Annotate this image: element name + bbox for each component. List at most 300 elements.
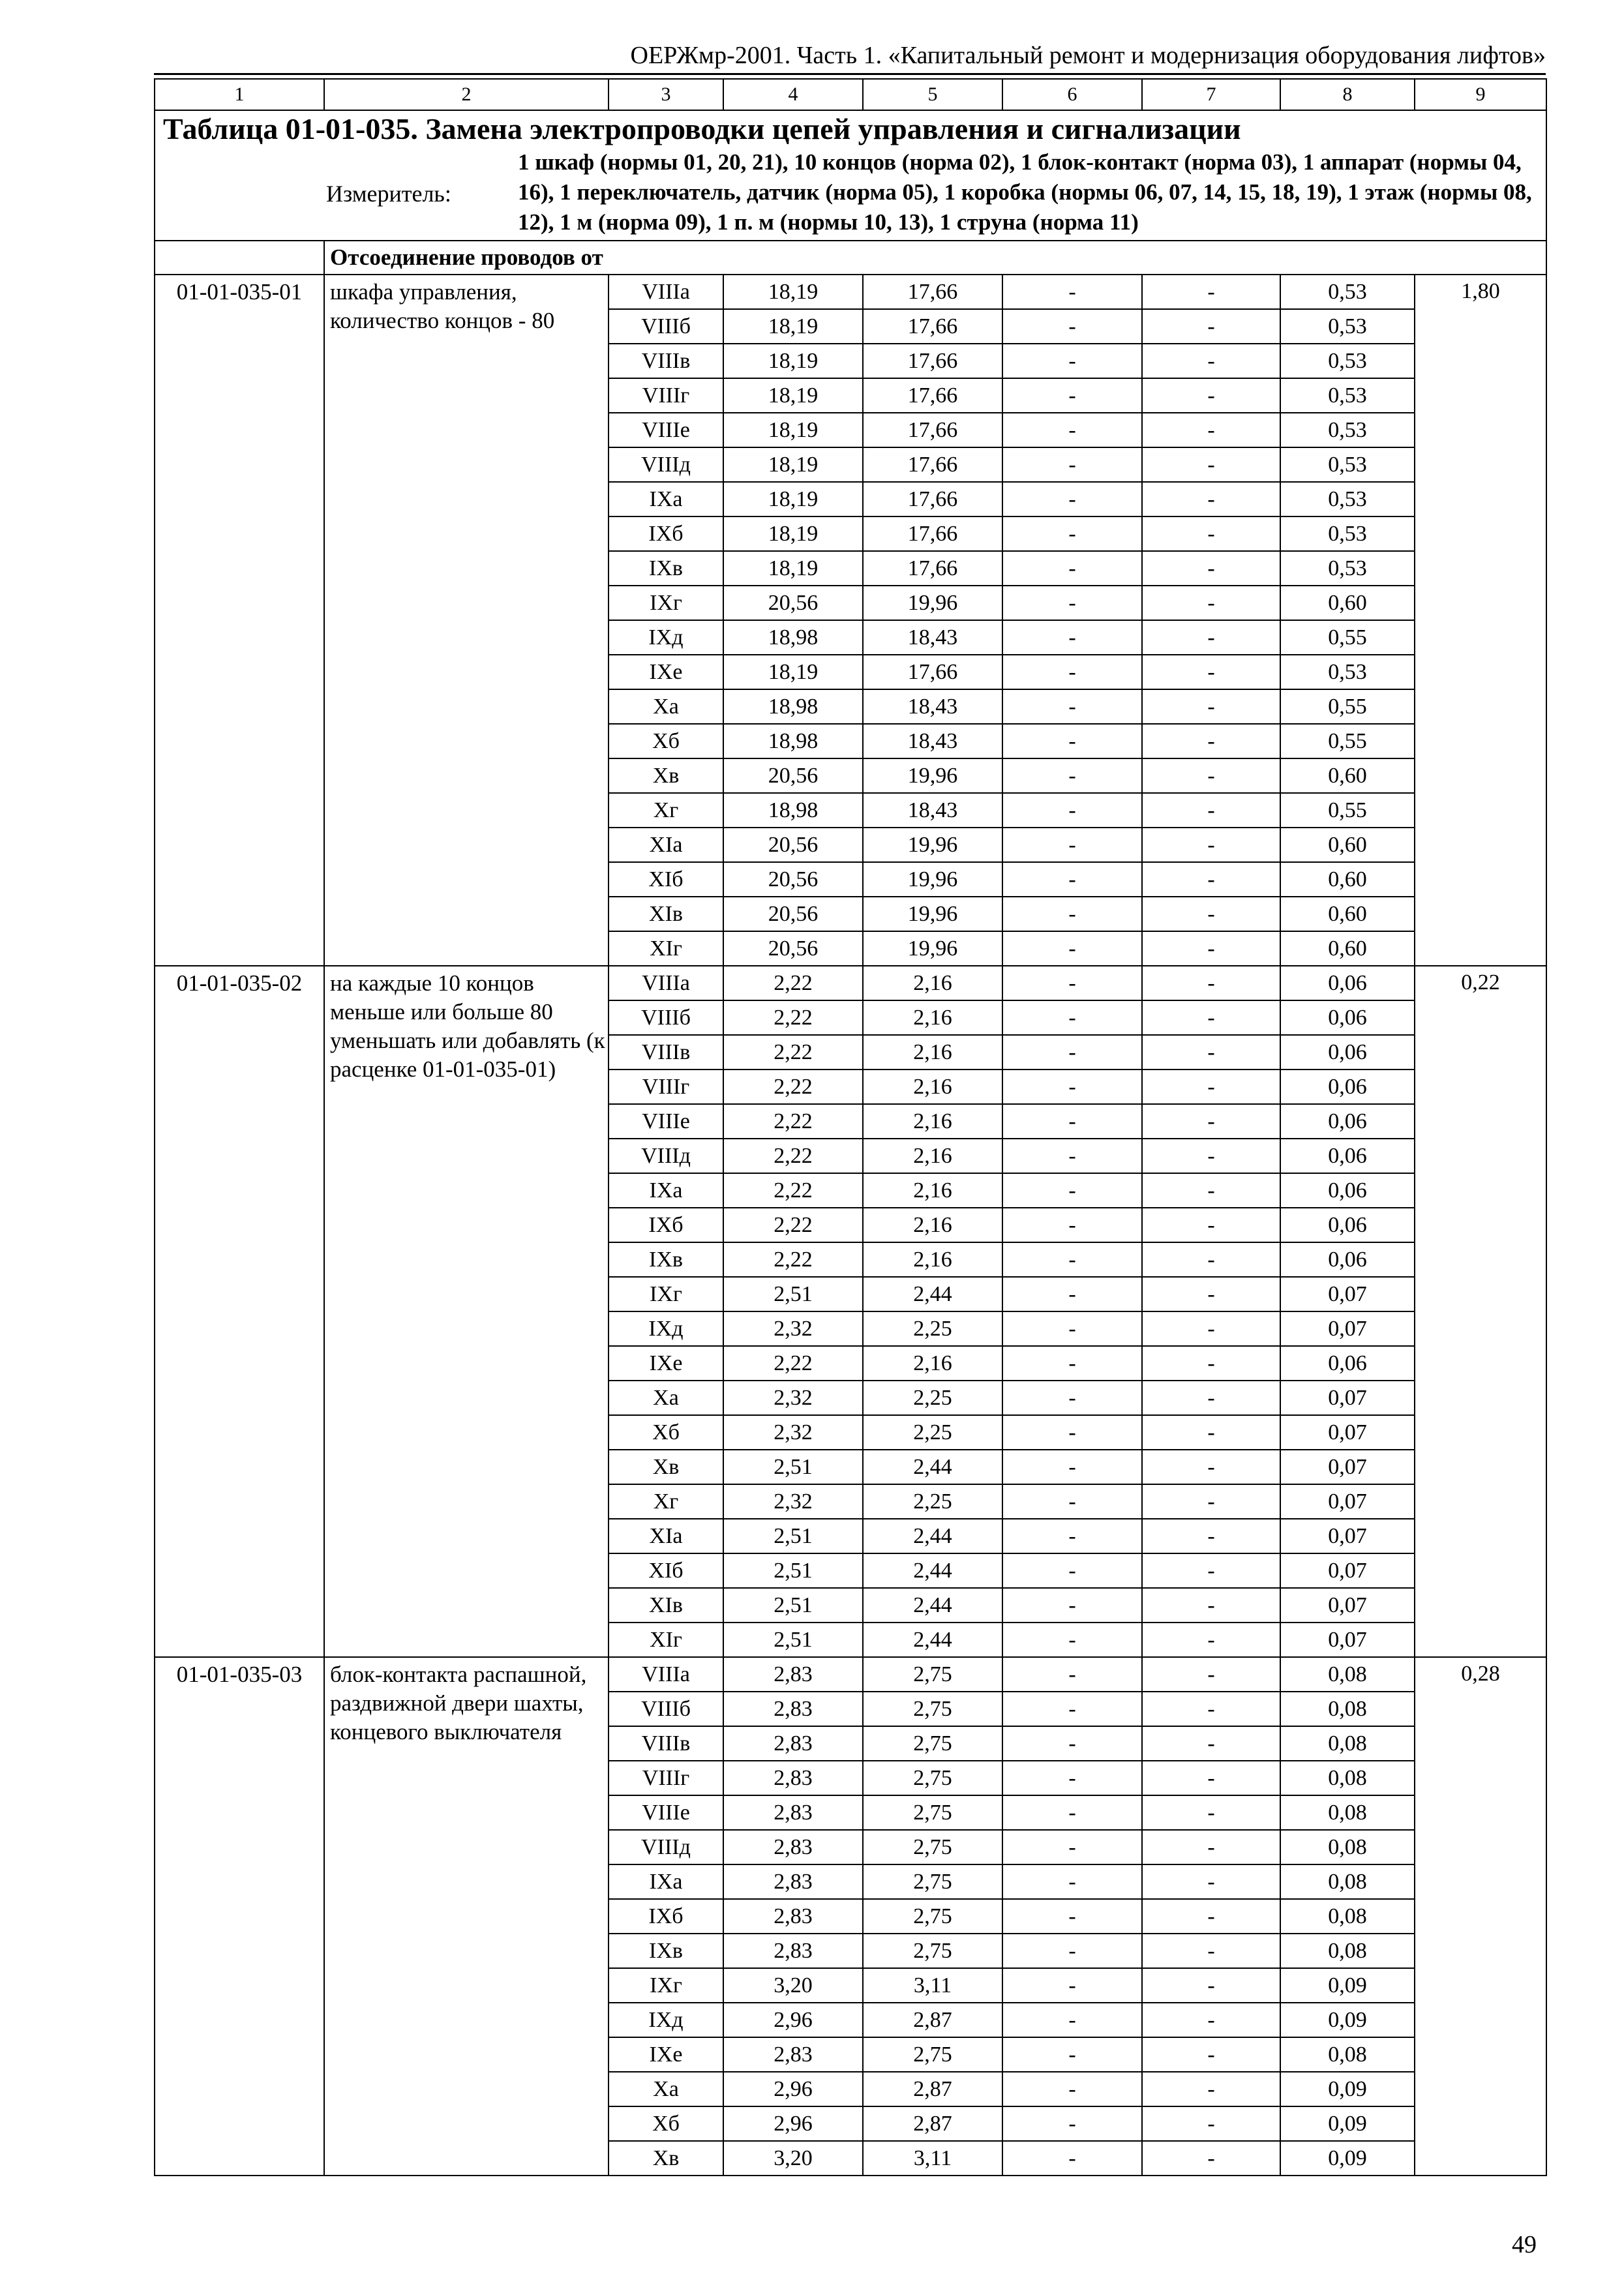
table-cell: 0,08	[1280, 1934, 1415, 1968]
table-cell: 0,60	[1280, 828, 1415, 862]
table-cell: IXб	[609, 1899, 723, 1934]
table-cell: -	[1002, 1692, 1142, 1726]
table-cell: -	[1002, 828, 1142, 862]
table-cell: 2,83	[723, 1864, 863, 1899]
table-cell: -	[1002, 1899, 1142, 1934]
table-cell: -	[1142, 1000, 1280, 1035]
rate-extra-value: 1,80	[1415, 275, 1546, 966]
table-cell: IXд	[609, 1311, 723, 1346]
table-cell: XIб	[609, 1553, 723, 1588]
table-cell: VIIIв	[609, 1035, 723, 1070]
table-cell: 2,22	[723, 1173, 863, 1208]
table-cell: -	[1142, 1415, 1280, 1450]
table-cell: 17,66	[863, 344, 1002, 378]
table-cell: 2,75	[863, 1830, 1002, 1864]
table-cell: -	[1142, 1934, 1280, 1968]
table-cell: XIг	[609, 1623, 723, 1657]
table-cell: -	[1002, 344, 1142, 378]
table-cell: -	[1002, 2141, 1142, 2176]
table-cell: Xб	[609, 2106, 723, 2141]
table-cell: 0,06	[1280, 1070, 1415, 1104]
measure-row	[155, 147, 1546, 241]
table-cell: 2,44	[863, 1450, 1002, 1484]
table-cell: 20,56	[723, 897, 863, 931]
table-cell: 0,08	[1280, 1657, 1415, 1692]
table-cell: -	[1002, 1519, 1142, 1553]
table-cell: 3,20	[723, 1968, 863, 2003]
table-cell: 20,56	[723, 862, 863, 897]
table-cell: 0,07	[1280, 1450, 1415, 1484]
table-cell: -	[1002, 1242, 1142, 1277]
table-cell: 2,83	[723, 1934, 863, 1968]
table-cell: XIв	[609, 1588, 723, 1623]
rate-code: 01-01-035-03	[155, 1657, 324, 2176]
table-cell: -	[1002, 1139, 1142, 1173]
table-cell: 0,06	[1280, 1035, 1415, 1070]
table-cell: 18,43	[863, 620, 1002, 655]
table-cell: -	[1142, 1761, 1280, 1795]
table-cell: 20,56	[723, 586, 863, 620]
section-row	[155, 241, 1546, 275]
table-cell: 2,32	[723, 1484, 863, 1519]
table-cell: 2,16	[863, 1070, 1002, 1104]
rate-description: шкафа управления, количество концов - 80	[324, 275, 609, 966]
table-cell: -	[1142, 1381, 1280, 1415]
table-cell: XIа	[609, 828, 723, 862]
table-cell: -	[1002, 1277, 1142, 1311]
table-cell: -	[1002, 758, 1142, 793]
table-cell: -	[1142, 862, 1280, 897]
table-cell: 0,55	[1280, 620, 1415, 655]
table-cell: 2,83	[723, 2037, 863, 2072]
table-cell: -	[1002, 447, 1142, 482]
table-cell: 0,60	[1280, 897, 1415, 931]
table-cell: VIIIе	[609, 1104, 723, 1139]
table-cell: VIIIе	[609, 1795, 723, 1830]
table-cell: -	[1002, 1070, 1142, 1104]
table-cell: 0,08	[1280, 1795, 1415, 1830]
table-cell: -	[1142, 482, 1280, 516]
table-cell: 2,44	[863, 1553, 1002, 1588]
table-cell: 2,51	[723, 1553, 863, 1588]
table-cell: -	[1002, 1000, 1142, 1035]
table-cell: 2,51	[723, 1277, 863, 1311]
table-cell: 18,19	[723, 516, 863, 551]
table-cell: IXв	[609, 1934, 723, 1968]
table-cell: -	[1142, 275, 1280, 309]
table-cell: 20,56	[723, 931, 863, 966]
table-cell: 19,96	[863, 897, 1002, 931]
table-cell: -	[1142, 1346, 1280, 1381]
table-cell: -	[1002, 275, 1142, 309]
table-cell: 0,08	[1280, 1830, 1415, 1864]
table-cell: 0,53	[1280, 447, 1415, 482]
table-cell: IXд	[609, 2003, 723, 2037]
table-cell: 2,83	[723, 1726, 863, 1761]
table-cell: 0,08	[1280, 1726, 1415, 1761]
table-cell: -	[1142, 793, 1280, 828]
table-cell: 2,75	[863, 1726, 1002, 1761]
table-cell: 19,96	[863, 828, 1002, 862]
table-cell: 0,07	[1280, 1415, 1415, 1450]
table-cell: VIIIв	[609, 1726, 723, 1761]
table-cell: -	[1002, 1934, 1142, 1968]
column-number-row	[155, 79, 1546, 110]
table-cell: 17,66	[863, 482, 1002, 516]
table-cell: 0,08	[1280, 2037, 1415, 2072]
table-cell: -	[1002, 516, 1142, 551]
table-cell: 2,22	[723, 1346, 863, 1381]
table-cell: 2,16	[863, 1104, 1002, 1139]
table-cell: 2,83	[723, 1761, 863, 1795]
table-cell: 2,22	[723, 1000, 863, 1035]
table-cell: 0,09	[1280, 2003, 1415, 2037]
table-cell: VIIIб	[609, 1692, 723, 1726]
table-cell: Xа	[609, 1381, 723, 1415]
table-cell: 0,55	[1280, 793, 1415, 828]
table-cell: Xа	[609, 2072, 723, 2106]
table-cell: 0,53	[1280, 344, 1415, 378]
table-cell: -	[1002, 1450, 1142, 1484]
table-cell: XIб	[609, 862, 723, 897]
table-cell: VIIIа	[609, 1657, 723, 1692]
table-cell: 18,19	[723, 413, 863, 447]
table-cell: 2,96	[723, 2003, 863, 2037]
table-row	[155, 1657, 1546, 1692]
table-cell: -	[1142, 1968, 1280, 2003]
table-cell: 18,43	[863, 724, 1002, 758]
table-cell: XIг	[609, 931, 723, 966]
table-cell: -	[1142, 1864, 1280, 1899]
table-cell: -	[1002, 1311, 1142, 1346]
table-cell: 2,16	[863, 1208, 1002, 1242]
table-cell: -	[1002, 2072, 1142, 2106]
table-cell: -	[1142, 828, 1280, 862]
table-cell: VIIIа	[609, 275, 723, 309]
table-cell: -	[1002, 1968, 1142, 2003]
rate-code: 01-01-035-01	[155, 275, 324, 966]
table-title-row	[155, 110, 1546, 147]
table-cell: 2,83	[723, 1899, 863, 1934]
table-cell: -	[1002, 1726, 1142, 1761]
table-cell: -	[1142, 1899, 1280, 1934]
table-cell: 18,43	[863, 689, 1002, 724]
table-cell: -	[1142, 309, 1280, 344]
table-cell: 19,96	[863, 586, 1002, 620]
table-cell: Xа	[609, 689, 723, 724]
table-cell: 18,19	[723, 551, 863, 586]
table-cell: 18,19	[723, 378, 863, 413]
table-cell: 2,51	[723, 1519, 863, 1553]
table-cell: 2,22	[723, 1208, 863, 1242]
table-cell: -	[1002, 689, 1142, 724]
table-cell: 19,96	[863, 931, 1002, 966]
table-row	[155, 275, 1546, 309]
table-cell: -	[1142, 758, 1280, 793]
table-cell: 2,16	[863, 1035, 1002, 1070]
table-cell: 0,55	[1280, 689, 1415, 724]
table-cell: 2,16	[863, 1139, 1002, 1173]
table-cell: 2,32	[723, 1311, 863, 1346]
table-cell: 0,06	[1280, 1208, 1415, 1242]
table-cell: -	[1142, 1242, 1280, 1277]
rate-description: блок-контакта распашной, раздвижной двери шахты, концевого выключателя	[324, 1657, 609, 2176]
table-cell: 2,75	[863, 1657, 1002, 1692]
table-cell: 0,08	[1280, 1864, 1415, 1899]
table-cell: -	[1002, 897, 1142, 931]
table-cell: -	[1142, 1726, 1280, 1761]
table-cell: 18,43	[863, 793, 1002, 828]
table-cell: 2,32	[723, 1381, 863, 1415]
table-cell: VIIIд	[609, 1139, 723, 1173]
table-cell: -	[1002, 1381, 1142, 1415]
table-cell: -	[1002, 2037, 1142, 2072]
table-cell: -	[1002, 2003, 1142, 2037]
table-cell: -	[1142, 2037, 1280, 2072]
table-cell: 2,25	[863, 1381, 1002, 1415]
table-cell: 2,44	[863, 1519, 1002, 1553]
table-cell: Xб	[609, 724, 723, 758]
table-cell: -	[1142, 378, 1280, 413]
table-cell: -	[1002, 1795, 1142, 1830]
table-cell: 20,56	[723, 758, 863, 793]
table-cell: -	[1002, 1657, 1142, 1692]
table-cell: -	[1142, 689, 1280, 724]
table-cell: 0,07	[1280, 1381, 1415, 1415]
table-cell: IXа	[609, 1864, 723, 1899]
table-cell: -	[1142, 897, 1280, 931]
table-cell: 2,22	[723, 1139, 863, 1173]
table-cell: 2,22	[723, 1070, 863, 1104]
column-number: 1	[155, 79, 324, 110]
table-cell: 2,83	[723, 1692, 863, 1726]
table-cell: IXд	[609, 620, 723, 655]
column-number: 7	[1142, 79, 1280, 110]
table-cell: -	[1142, 2072, 1280, 2106]
table-cell: -	[1142, 447, 1280, 482]
table-cell: Xв	[609, 1450, 723, 1484]
table-cell: VIIIд	[609, 447, 723, 482]
table-cell: -	[1002, 482, 1142, 516]
table-cell: -	[1002, 2106, 1142, 2141]
table-cell: 2,83	[723, 1657, 863, 1692]
table-cell: -	[1002, 724, 1142, 758]
table-cell: 2,51	[723, 1450, 863, 1484]
table-cell: 2,87	[863, 2106, 1002, 2141]
table-cell: -	[1142, 1657, 1280, 1692]
table-cell: -	[1142, 1311, 1280, 1346]
table-cell: IXг	[609, 586, 723, 620]
table-cell: -	[1002, 620, 1142, 655]
table-cell: 0,06	[1280, 1346, 1415, 1381]
table-cell: -	[1002, 1830, 1142, 1864]
rate-code: 01-01-035-02	[155, 966, 324, 1657]
table-cell: 18,19	[723, 309, 863, 344]
rate-description: на каждые 10 концов меньше или больше 80 уменьшать или добавлять (к расценке 01-01-035-01)	[324, 966, 609, 1657]
column-number: 8	[1280, 79, 1415, 110]
table-cell: 0,53	[1280, 378, 1415, 413]
table-cell: -	[1002, 862, 1142, 897]
table-cell: 0,09	[1280, 1968, 1415, 2003]
table-cell: 0,09	[1280, 2106, 1415, 2141]
rate-extra-value: 0,28	[1415, 1657, 1546, 2176]
table-cell: 18,98	[723, 620, 863, 655]
table-cell: 0,06	[1280, 1104, 1415, 1139]
table-cell: 0,53	[1280, 482, 1415, 516]
table-cell: 18,98	[723, 724, 863, 758]
table-cell: 17,66	[863, 516, 1002, 551]
table-cell: 3,20	[723, 2141, 863, 2176]
table-cell: 0,06	[1280, 1242, 1415, 1277]
table-cell: -	[1142, 1208, 1280, 1242]
table-cell: -	[1142, 1173, 1280, 1208]
table-cell: 2,16	[863, 1346, 1002, 1381]
table-cell: VIIIб	[609, 309, 723, 344]
table-cell: 3,11	[863, 1968, 1002, 2003]
table-cell: XIа	[609, 1519, 723, 1553]
column-number: 5	[863, 79, 1002, 110]
column-number: 2	[324, 79, 609, 110]
table-cell: -	[1002, 309, 1142, 344]
page-number: 49	[1512, 2231, 1537, 2258]
table-cell: 18,19	[723, 344, 863, 378]
table-cell: 0,08	[1280, 1761, 1415, 1795]
table-cell: -	[1002, 586, 1142, 620]
table-cell: 2,16	[863, 1242, 1002, 1277]
table-cell: 2,25	[863, 1415, 1002, 1450]
table-cell: -	[1002, 931, 1142, 966]
table-cell: 17,66	[863, 275, 1002, 309]
table-cell: -	[1002, 655, 1142, 689]
table-cell: 2,25	[863, 1311, 1002, 1346]
table-cell: 2,16	[863, 966, 1002, 1000]
column-number: 3	[609, 79, 723, 110]
table-cell: 0,07	[1280, 1277, 1415, 1311]
table-cell: -	[1142, 1104, 1280, 1139]
column-number: 6	[1002, 79, 1142, 110]
table-cell: 2,75	[863, 1934, 1002, 1968]
table-cell: -	[1142, 1588, 1280, 1623]
table-cell: IXг	[609, 1277, 723, 1311]
table-cell: -	[1142, 586, 1280, 620]
table-cell: -	[1002, 1553, 1142, 1588]
table-cell: 2,75	[863, 1899, 1002, 1934]
table-cell: -	[1142, 620, 1280, 655]
table-cell: -	[1142, 344, 1280, 378]
table-cell: -	[1142, 724, 1280, 758]
running-header: ОЕРЖмр-2001. Часть 1. «Капитальный ремонт и модернизация оборудования лифтов»	[630, 42, 1546, 69]
table-cell: 2,16	[863, 1173, 1002, 1208]
table-cell: 0,08	[1280, 1692, 1415, 1726]
table-cell: -	[1142, 1553, 1280, 1588]
table-cell: 0,09	[1280, 2072, 1415, 2106]
table-cell: IXе	[609, 655, 723, 689]
table-cell: -	[1002, 1761, 1142, 1795]
table-cell: 2,51	[723, 1623, 863, 1657]
table-cell: 0,08	[1280, 1899, 1415, 1934]
table-row	[155, 966, 1546, 1000]
table-cell: IXб	[609, 1208, 723, 1242]
rate-extra-value: 0,22	[1415, 966, 1546, 1657]
table-cell: -	[1002, 966, 1142, 1000]
table-cell: 0,53	[1280, 516, 1415, 551]
table-cell: -	[1002, 1208, 1142, 1242]
table-cell: 0,07	[1280, 1623, 1415, 1657]
table-cell: VIIIг	[609, 1070, 723, 1104]
table-cell: 2,83	[723, 1830, 863, 1864]
table-cell: 0,07	[1280, 1311, 1415, 1346]
table-title: Таблица 01-01-035. Замена электропроводки цепей управления и сигнализации	[155, 110, 1546, 147]
table-cell: 0,60	[1280, 586, 1415, 620]
table-cell: 0,55	[1280, 724, 1415, 758]
table-cell: 2,75	[863, 1864, 1002, 1899]
section-empty-cell	[155, 241, 324, 275]
table-cell: 0,09	[1280, 2141, 1415, 2176]
table-cell: Xг	[609, 1484, 723, 1519]
table-cell: -	[1142, 1035, 1280, 1070]
table-cell: -	[1142, 1519, 1280, 1553]
table-cell: IXе	[609, 2037, 723, 2072]
table-cell: 19,96	[863, 758, 1002, 793]
table-cell: -	[1142, 2141, 1280, 2176]
table-cell: 2,83	[723, 1795, 863, 1830]
section-title: Отсоединение проводов от	[324, 241, 1546, 275]
column-number: 9	[1415, 79, 1546, 110]
table-cell: -	[1142, 1692, 1280, 1726]
table-cell: -	[1002, 1588, 1142, 1623]
table-cell: Xв	[609, 758, 723, 793]
table-cell: IXа	[609, 1173, 723, 1208]
table-cell: 20,56	[723, 828, 863, 862]
table-cell: -	[1002, 1864, 1142, 1899]
table-cell: 0,06	[1280, 1000, 1415, 1035]
table-cell: -	[1002, 413, 1142, 447]
table-cell: -	[1142, 413, 1280, 447]
table-cell: 2,75	[863, 1761, 1002, 1795]
table-cell: 2,44	[863, 1588, 1002, 1623]
table-cell: 0,07	[1280, 1553, 1415, 1588]
table-cell: -	[1002, 1104, 1142, 1139]
measure-text: 1 шкаф (нормы 01, 20, 21), 10 концов (норма 02), 1 блок-контакт (норма 03), 1 аппарат (нормы 04, 16), 1 переключатель, датчик (норма 05), 1 коробка (нормы 06, 07, 14, 15, 18, 19), 1 этаж (нормы 08, 12), 1 м (норма 09), 1 п. м (нормы 10, 13), 1 струна (норма 11)	[518, 149, 1532, 235]
table-cell: 2,96	[723, 2072, 863, 2106]
table-cell: 17,66	[863, 309, 1002, 344]
table-cell: 0,07	[1280, 1519, 1415, 1553]
table-cell: VIIIе	[609, 413, 723, 447]
table-cell: -	[1002, 1173, 1142, 1208]
table-cell: -	[1142, 655, 1280, 689]
table-cell: -	[1142, 2003, 1280, 2037]
table-cell: 0,60	[1280, 862, 1415, 897]
table-cell: -	[1142, 1450, 1280, 1484]
table-cell: Xг	[609, 793, 723, 828]
table-cell: 17,66	[863, 655, 1002, 689]
table-cell: -	[1142, 966, 1280, 1000]
table-cell: IXе	[609, 1346, 723, 1381]
table-cell: 2,87	[863, 2072, 1002, 2106]
table-cell: 0,53	[1280, 655, 1415, 689]
table-cell: 2,44	[863, 1623, 1002, 1657]
table-cell: 2,22	[723, 1035, 863, 1070]
table-cell: VIIIв	[609, 344, 723, 378]
table-cell: -	[1142, 1484, 1280, 1519]
table-cell: VIIIа	[609, 966, 723, 1000]
table-cell: -	[1002, 551, 1142, 586]
table-cell: 0,06	[1280, 1139, 1415, 1173]
table-cell: XIв	[609, 897, 723, 931]
table-cell: -	[1142, 1623, 1280, 1657]
table-cell: -	[1142, 1795, 1280, 1830]
table-cell: IXа	[609, 482, 723, 516]
